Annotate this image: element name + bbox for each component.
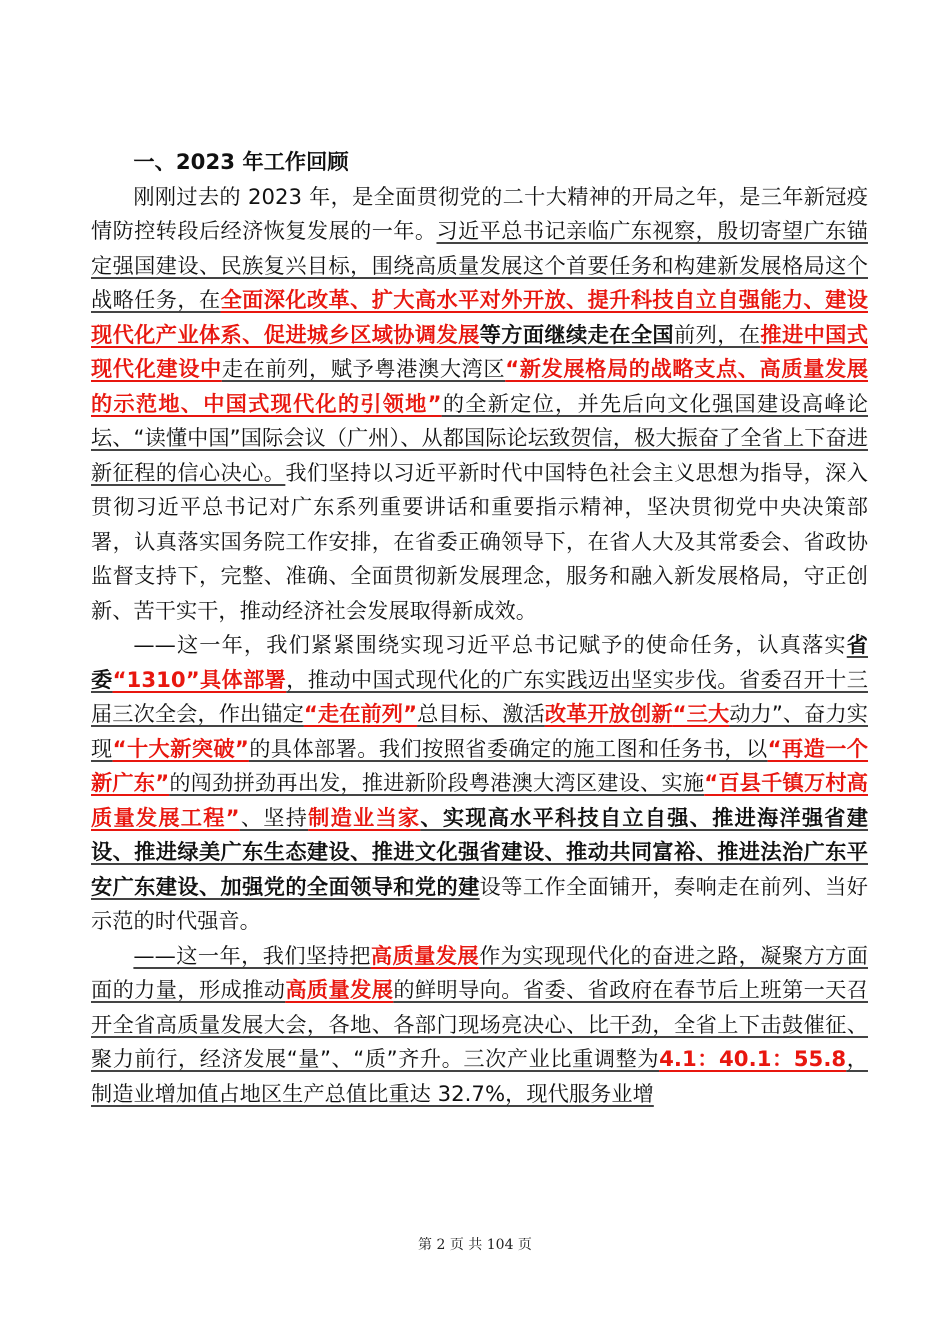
p1-text-4: 走在前列，赋予粤港澳大湾区 — [221, 356, 506, 381]
p2-highlight-7: “百县千镇万村高质量发展工程” — [91, 770, 868, 830]
p3-highlight-1: 高质量发展 — [370, 942, 480, 968]
p2-text-2: ，推动中国式现代化的广东实践迈出坚实步伐。省委召开十三届三次全会，作出锚定 — [91, 666, 868, 726]
p2-highlight-4: “三大 — [672, 701, 730, 726]
p3-text-4: ，制造业增加值占地区生产总值比重达 32.7%，现代服务业增 — [91, 1046, 868, 1106]
p2-highlight-2: “走在前列” — [303, 701, 418, 726]
paragraph-mission — [91, 628, 868, 939]
p2-text-3: 总目标、激活 — [417, 701, 545, 726]
p1-text-3: 前列，在 — [674, 321, 761, 347]
p2-highlight-8: 制造业当家 — [308, 804, 421, 830]
document-body — [91, 145, 868, 1111]
p2-highlight-1: “1310”具体部署 — [112, 666, 287, 692]
p3-text-1: ——这一年，我们坚持把 — [133, 942, 371, 968]
p2-bold-2: 、实现高水平科技自立自强、推进海洋强省建设、推进绿美广东生态建设、推进文化强省建设、推动共同富裕、推进法治广东平安广东建设、加强党的全面领导和党的建 — [91, 804, 868, 899]
p2-text-4: 动力”、奋力实现 — [91, 701, 868, 761]
p1-highlight-2: 推进中国式现代化建设中 — [91, 321, 868, 381]
paragraph-review-intro — [91, 180, 868, 629]
p2-highlight-6: “再造一个新广东” — [91, 735, 869, 795]
p3-text-3: 的鲜明导向。省委、省政府在春节后上班第一天召开全省高质量发展大会，各地、各部门现场亮决心、比干劲，全省上下击鼓催征、聚力前行，经济发展“量”、“质”齐升。三次产业比重调整为 — [91, 977, 868, 1071]
page-number-footer: 第 2 页 共 104 页 — [418, 1237, 532, 1253]
p1-text-6: 我们坚持以习近平新时代中国特色社会主义思想为指导，深入贯彻习近平总书记对广东系列重要讲话和重要指示精神，坚决贯彻党中央决策部署，认真落实国务院工作安排，在省委正确领导下，在省人大及其常委会、省政协监督支持下，完整、准确、全面贯彻新发展理念，服务和融入新发展格局，守正创新、苦干实干，推动经济社会发展取得新成效。 — [91, 459, 868, 623]
p2-highlight-3: 改革开放创新 — [544, 701, 673, 726]
p1-bold-1: 等方面继续走在全国 — [479, 321, 675, 347]
p1-text-2: 习近平总书记亲临广东视察，殷切寄望广东锚定强国建设、民族复兴目标，围绕高质量发展这个首要任务和构建新发展格局这个战略任务，在 — [91, 218, 868, 312]
p3-text-2: 作为实现现代化的奋进之路，凝聚方方面面的力量，形成推动 — [91, 942, 868, 1002]
section-heading: 一、2023 年工作回顾 — [133, 149, 349, 174]
p2-text-1: ——这一年，我们紧紧围绕实现习近平总书记赋予的使命任务，认真落实 — [133, 632, 847, 657]
p1-text-1: 刚刚过去的 2023 年，是全面贯彻党的二十大精神的开局之年，是三年新冠疫情防控转段后经济恢复发展的一年。 — [91, 183, 868, 243]
p2-bold-1: 省委 — [91, 632, 868, 692]
p1-text-5: 的全新定位，并先后向文化强国建设高峰论坛、“读懂中国”国际会议（广州）、从都国际论坛致贺信，极大振奋了全省上下奋进新征程的信心决心。 — [91, 390, 868, 485]
p1-highlight-3: “新发展格局的战略支点、高质量发展的示范地、中国式现代化的引领地” — [91, 356, 868, 416]
p2-highlight-5: “十大新突破” — [112, 735, 249, 761]
p3-highlight-3: 4.1：40.1：55.8 — [659, 1046, 847, 1071]
p3-highlight-2: 高质量发展 — [285, 977, 394, 1002]
p2-text-5: 的具体部署。我们按照省委确定的施工图和任务书，以 — [248, 735, 768, 761]
p2-text-7: 、坚持 — [239, 804, 309, 830]
p1-highlight-1: 全面深化改革、扩大高水平对外开放、提升科技自立自强能力、建设现代化产业体系、促进城乡区域协调发展 — [91, 287, 868, 347]
p2-text-6: 的闯劲拼劲再出发，推进新阶段粤港澳大湾区建设、实施 — [169, 770, 705, 795]
paragraph-high-quality — [91, 939, 868, 1112]
p2-text-8: 设等工作全面铺开，奏响走在前列、当好示范的时代强音。 — [91, 873, 868, 933]
